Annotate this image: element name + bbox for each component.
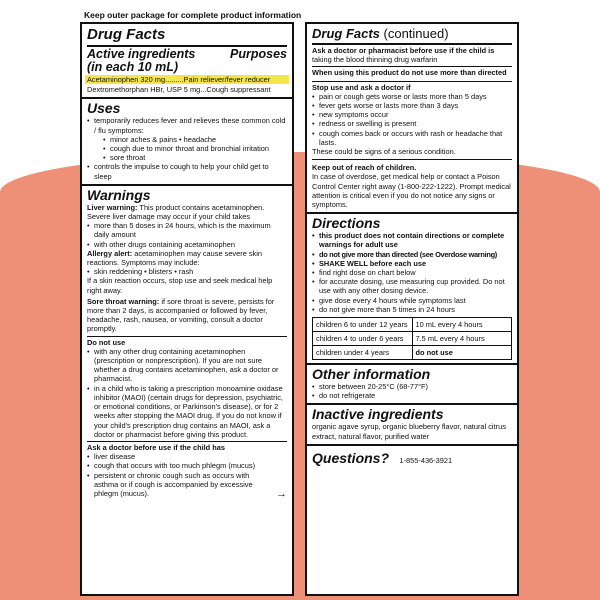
do-not-use-item: • in a child who is taking a prescription monoamine oxidase inhibitor (MAOI) (certain drugs for depression, psychiatric, or emotional conditions, or Parkinson's disease), or for 2 weeks after stopping the MAOI drug. If you do not know if your child's prescription drug contains an MAOI, ask a doctor or pharmacist before giving this product. bbox=[87, 384, 287, 439]
ingredient-acetaminophen: Acetaminophen 320 mg.........Pain reliever/fever reducer bbox=[85, 75, 289, 84]
keep-out-title: Keep out of reach of children. bbox=[312, 159, 512, 172]
active-ingredients-section bbox=[82, 24, 292, 99]
ask-doctor-item: • persistent or chronic cough such as occurs with asthma or if cough is accompanied by excessive phlegm (mucus). bbox=[87, 471, 273, 499]
ask-doctor-title: Ask a doctor before use if the child has bbox=[87, 441, 287, 452]
dose-amount: 7.5 mL every 4 hours bbox=[412, 332, 512, 346]
dose-age: children 6 to under 12 years bbox=[313, 318, 413, 332]
ask-pharmacist: Ask a doctor or pharmacist before use if the child is taking the blood thinning drug warfarin bbox=[312, 46, 495, 65]
directions-item: • do not give more than 5 times in 24 hours bbox=[312, 305, 512, 314]
directions-item: • this product does not contain directions or complete warnings for adult use bbox=[312, 231, 512, 249]
active-subheading: (in each 10 mL) bbox=[87, 60, 178, 74]
ingredient-dextromethorphan: Dextromethorphan HBr, USP 5 mg...Cough suppressant bbox=[87, 85, 271, 95]
uses-sub-item: • minor aches & pains • headache bbox=[94, 135, 287, 144]
warnings-section bbox=[82, 186, 292, 501]
inactive-title: Inactive ingredients bbox=[312, 406, 444, 423]
stop-use-title: Stop use and ask a doctor if bbox=[312, 81, 512, 92]
stop-use-item: • new symptoms occur bbox=[312, 110, 512, 119]
stop-use-after: These could be signs of a serious condition. bbox=[312, 147, 456, 157]
uses-item: • temporarily reduces fever and relieves these common cold / flu symptoms: • minor aches & pains • headache • cough due to minor throat and bronchial irritation • sore throat bbox=[87, 116, 287, 162]
arrow-right-icon: → bbox=[276, 488, 287, 501]
top-note: Keep outer package for complete product information bbox=[84, 10, 302, 20]
stop-use-item: • redness or swelling is present bbox=[312, 119, 512, 128]
keep-out-text: In case of overdose, get medical help or contact a Poison Control Center right away (1-800-222-1222). Prompt medical attention is critical even if you do not notice any signs or symptoms. bbox=[312, 172, 511, 210]
dose-age: children under 4 years bbox=[313, 346, 413, 360]
other-info-item: • store between 20-25°C (68-77°F) bbox=[312, 382, 512, 391]
panel-title-continued: Drug Facts (continued) bbox=[312, 26, 449, 41]
panel-title: Drug Facts bbox=[87, 26, 166, 43]
table-row bbox=[313, 318, 512, 332]
liver-item: • with other drugs containing acetaminophen bbox=[87, 240, 287, 249]
dose-table bbox=[312, 317, 512, 360]
directions-item: • give dose every 4 hours while symptoms last bbox=[312, 296, 512, 305]
other-info-title: Other information bbox=[312, 366, 431, 383]
uses-section bbox=[82, 99, 292, 185]
questions-title: Questions? bbox=[312, 449, 390, 466]
other-info-item: • do not refrigerate bbox=[312, 391, 512, 400]
sore-throat-warning: Sore throat warning: if sore throat is severe, persists for more than 2 days, is accompanied or followed by fever, headache, rash, nausea, or vomiting, consult a doctor promptly. bbox=[87, 296, 275, 334]
questions-section bbox=[307, 446, 517, 471]
do-not-use-item: • with any other drug containing acetaminophen (prescription or nonprescription). If you are not sure whether a drug contains acetaminophen, ask a doctor or pharmacist. bbox=[87, 347, 287, 384]
drug-facts-panel-right bbox=[305, 22, 519, 596]
continued-section bbox=[307, 24, 517, 214]
allergy-alert: Allergy alert: acetaminophen may cause severe skin reactions. Symptoms may include: bbox=[87, 248, 263, 268]
active-heading: Active ingredients bbox=[87, 47, 196, 61]
ask-doctor-item: • liver disease bbox=[87, 452, 273, 461]
other-information-section bbox=[307, 365, 517, 405]
directions-item: • find right dose on chart below bbox=[312, 268, 512, 277]
drug-facts-panel-left bbox=[80, 22, 294, 596]
directions-item: • for accurate dosing, use measuring cup provided. Do not use with any other dosing device. bbox=[312, 277, 512, 295]
questions-phone: 1-855-436-3921 bbox=[399, 455, 453, 465]
uses-sub-item: • sore throat bbox=[94, 153, 287, 162]
dose-age: children 4 to under 6 years bbox=[313, 332, 413, 346]
liver-warning: Liver warning: This product contains acetaminophen. Severe liver damage may occur if your child takes bbox=[87, 202, 265, 222]
stop-use-item: • pain or cough gets worse or lasts more than 5 days bbox=[312, 92, 512, 101]
do-not-use-title: Do not use bbox=[87, 336, 287, 347]
dose-amount: 10 mL every 4 hours bbox=[412, 318, 512, 332]
inactive-text: organic agave syrup, organic blueberry flavor, natural citrus extract, natural flavor, purified water bbox=[312, 422, 506, 441]
stop-use-item: • fever gets worse or lasts more than 3 days bbox=[312, 101, 512, 110]
table-row bbox=[313, 332, 512, 346]
uses-sub-item: • cough due to minor throat and bronchial irritation bbox=[94, 144, 287, 153]
dose-amount: do not use bbox=[412, 346, 512, 360]
stop-use-item: • cough comes back or occurs with rash or headache that lasts. bbox=[312, 129, 512, 147]
uses-item: • controls the impulse to cough to help your child get to sleep bbox=[87, 162, 287, 180]
warnings-title: Warnings bbox=[87, 186, 151, 203]
allergy-after: If a skin reaction occurs, stop use and seek medical help right away. bbox=[87, 276, 273, 295]
liver-item: • more than 5 doses in 24 hours, which is the maximum daily amount bbox=[87, 221, 287, 239]
table-row bbox=[313, 346, 512, 360]
directions-item: • SHAKE WELL before each use bbox=[312, 259, 512, 268]
purposes-heading: Purposes bbox=[230, 47, 287, 61]
inactive-ingredients-section bbox=[307, 405, 517, 445]
directions-title: Directions bbox=[312, 215, 381, 232]
ask-doctor-item: • cough that occurs with too much phlegm (mucus) bbox=[87, 461, 273, 470]
when-using: When using this product do not use more than directed bbox=[312, 66, 512, 77]
uses-title: Uses bbox=[87, 100, 121, 117]
directions-item: • do not give more than directed (see Overdose warning) bbox=[312, 250, 512, 259]
directions-section bbox=[307, 214, 517, 365]
allergy-item: • skin reddening • blisters • rash bbox=[87, 267, 287, 276]
